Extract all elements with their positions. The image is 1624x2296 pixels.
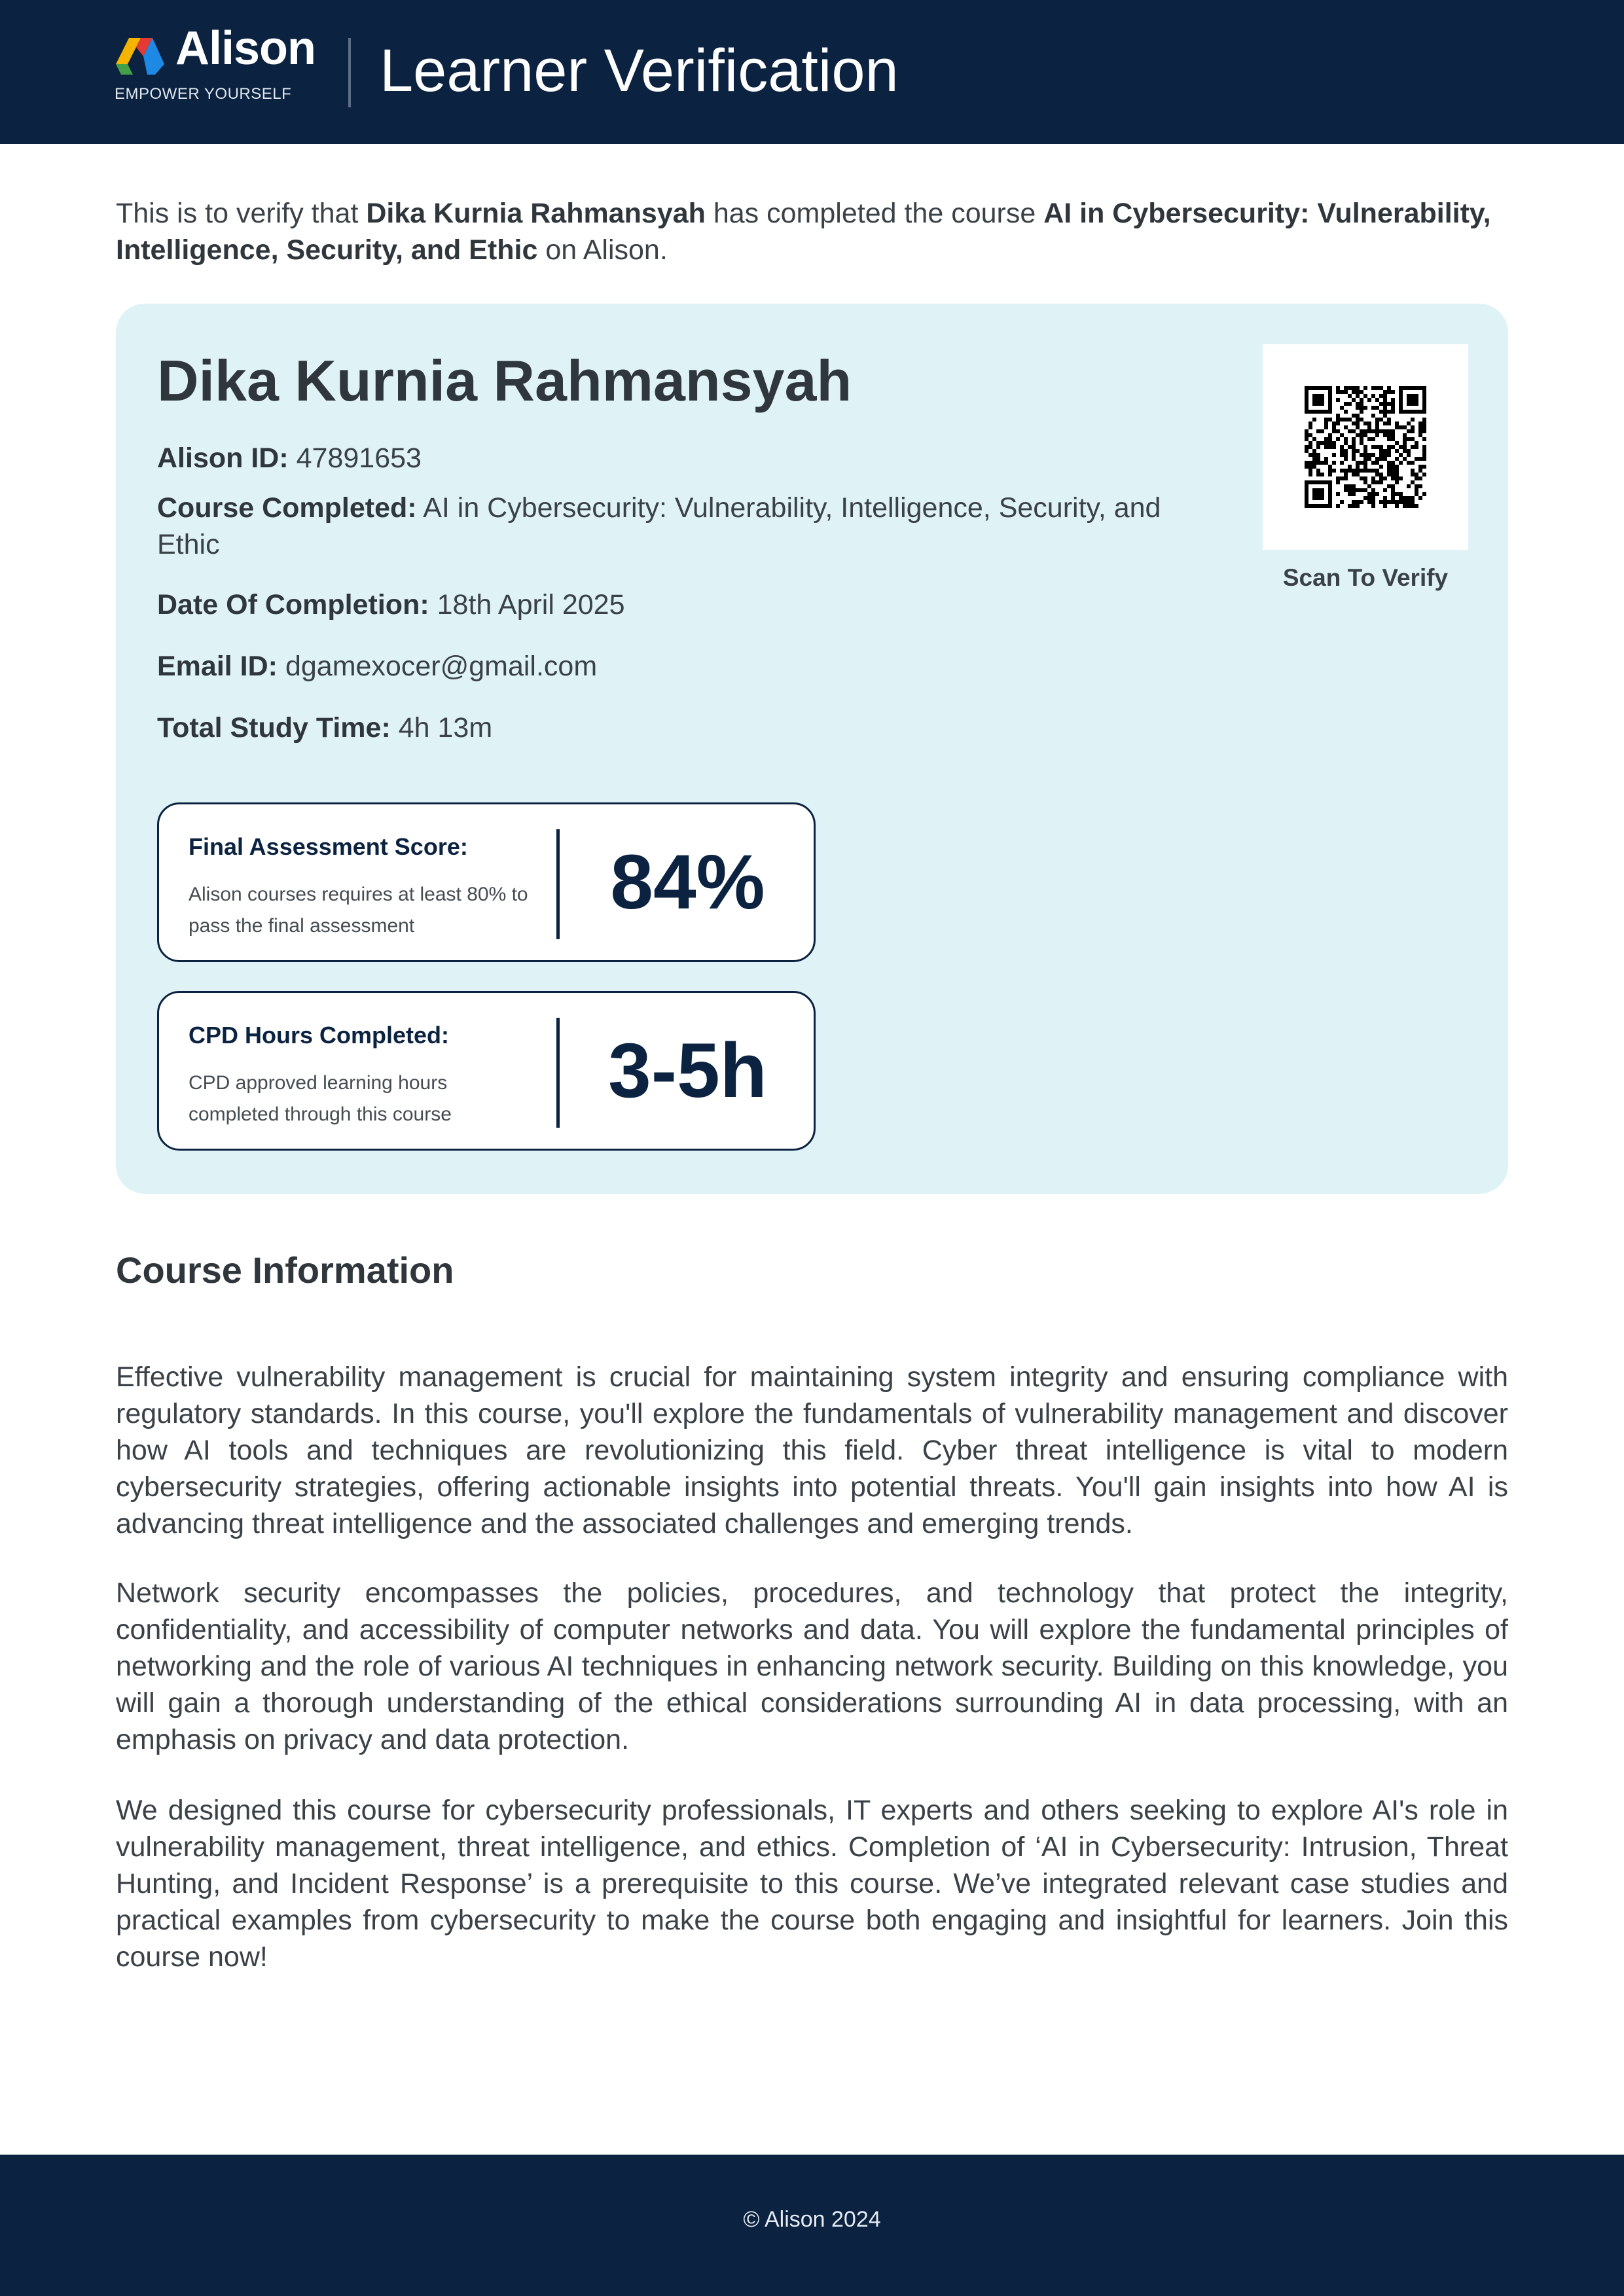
assessment-score-label: Final Assessment Score:: [189, 833, 468, 860]
learner-name: Dika Kurnia Rahmansyah: [157, 348, 852, 413]
intro-prefix: This is to verify that: [116, 198, 367, 229]
intro-middle: has completed the course: [705, 198, 1044, 229]
assessment-score-box: [157, 802, 816, 962]
page-footer: [0, 2155, 1624, 2296]
intro-course-name: AI in Cybersecurity: Vulnerability, Intelligence, Security, and Ethic: [116, 198, 1491, 266]
course-info-paragraph: Network security encompasses the policies, procedures, and technology that protect the integrity, confidentiality, and accessibility of computer networks and data. You will explore the fundamental principles of networking and the role of various AI techniques in enhancing network security. Building on this knowledge, you will gain a thorough understanding of the ethical considerations surrounding AI in data processing, with an emphasis on privacy and data protection.: [116, 1577, 1508, 1755]
brand-tagline: EMPOWER YOURSELF: [115, 85, 292, 103]
course-completed-label: Course Completed:: [157, 492, 417, 524]
cpd-hours-box: [157, 991, 816, 1151]
qr-code[interactable]: [1263, 344, 1468, 550]
completion-date-value: 18th April 2025: [437, 589, 625, 620]
completion-date-field: [157, 586, 625, 623]
footer-copyright: © Alison 2024: [743, 2207, 881, 2232]
email-field: [157, 648, 597, 685]
page-header: [0, 0, 1624, 144]
alison-id-field: [157, 440, 422, 476]
email-value: dgamexocer@gmail.com: [285, 651, 598, 682]
course-info-paragraph: We designed this course for cybersecurity professionals, IT experts and others seeking to explore AI's role in vulnerability management, threat intelligence, and ethics. Completion of ‘AI in Cybersecurity: Intrusion, Threat Hunting, and Incident Response’ is a prerequisite to this course. We’ve integrated relevant case studies and practical examples from cybersecurity to make the course both engaging and insightful for learners. Join this course now!: [116, 1795, 1508, 1973]
assessment-score-value: 84%: [610, 839, 765, 925]
email-label: Email ID:: [157, 651, 278, 682]
study-time-field: [157, 709, 492, 746]
cpd-hours-value: 3-5h: [608, 1028, 767, 1114]
assessment-score-description: Alison courses requires at least 80% to pass the final assessment: [189, 884, 528, 937]
intro-suffix: on Alison.: [537, 234, 668, 266]
course-info-heading: Course Information: [116, 1249, 454, 1291]
study-time-label: Total Study Time:: [157, 712, 391, 744]
cpd-hours-label: CPD Hours Completed:: [189, 1022, 450, 1049]
course-completed-value: AI in Cybersecurity: Vulnerability, Intelligence, Security, and Ethic: [157, 492, 1161, 560]
course-info-paragraph: Effective vulnerability management is crucial for maintaining system integrity and ensuring compliance with regulatory standards. In this course, you'll explore the fundamentals of vulnerability management and discover how AI tools and techniques are revolutionizing this field. Cyber threat intelligence is vital to modern cybersecurity strategies, offering actionable insights into potential threats. You'll gain insights into how AI is advancing threat intelligence and the associated challenges and emerging trends.: [116, 1361, 1508, 1539]
qr-code-icon: [1305, 386, 1426, 508]
alison-logo-icon: [115, 38, 166, 75]
brand-name: Alison: [175, 22, 316, 75]
header-divider: [348, 38, 351, 107]
learner-card: [116, 304, 1508, 1194]
cpd-hours-description: CPD approved learning hours completed through this course: [189, 1072, 452, 1125]
intro-learner-name: Dika Kurnia Rahmansyah: [366, 198, 706, 229]
alison-id-value: 47891653: [296, 442, 422, 474]
completion-date-label: Date Of Completion:: [157, 589, 429, 620]
qr-caption: Scan To Verify: [1282, 564, 1449, 591]
course-completed-field: [157, 490, 1218, 563]
page-title: Learner Verification: [380, 37, 899, 104]
verification-statement: [116, 195, 1508, 268]
study-time-value: 4h 13m: [398, 712, 493, 744]
alison-id-label: Alison ID:: [157, 442, 289, 474]
